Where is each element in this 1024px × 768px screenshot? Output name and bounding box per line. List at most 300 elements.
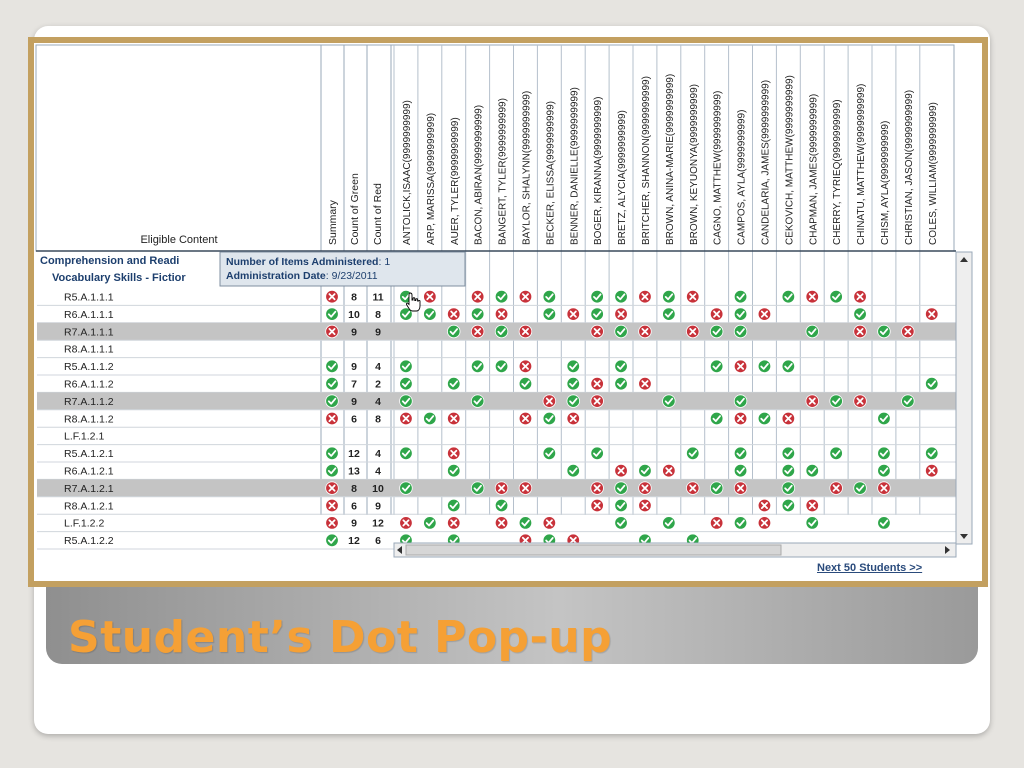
student-result-dot[interactable] — [902, 395, 915, 408]
summary-dot[interactable] — [326, 377, 339, 390]
student-result-dot[interactable] — [782, 447, 795, 460]
summary-dot[interactable] — [326, 325, 339, 338]
student-result-dot[interactable] — [782, 412, 795, 425]
student-result-dot[interactable] — [782, 482, 795, 495]
student-name-header: BAYLOR, SHALYNN(9999999999) — [521, 90, 533, 245]
student-result-dot[interactable] — [567, 464, 580, 477]
student-result-dot[interactable] — [400, 360, 413, 373]
check-icon-bg — [591, 308, 604, 321]
count-green-value: 8 — [351, 482, 357, 495]
check-icon-bg — [447, 377, 460, 390]
count-green-value: 9 — [351, 361, 357, 374]
check-icon-bg — [782, 464, 795, 477]
student-result-dot[interactable] — [925, 464, 938, 477]
student-result-dot[interactable] — [639, 464, 652, 477]
student-result-dot[interactable] — [424, 308, 437, 321]
student-result-dot[interactable] — [591, 499, 604, 512]
count-red-value: 11 — [372, 291, 384, 304]
student-result-dot[interactable] — [639, 499, 652, 512]
student-result-dot[interactable] — [663, 517, 676, 530]
student-result-dot[interactable] — [758, 412, 771, 425]
student-result-dot[interactable] — [400, 517, 413, 530]
student-result-dot[interactable] — [734, 308, 747, 321]
student-result-dot[interactable] — [615, 464, 628, 477]
eligible-content-label: R5.A.1.2.2 — [64, 535, 114, 548]
check-icon-bg — [400, 395, 413, 408]
count-green-value: 7 — [351, 378, 357, 391]
student-result-dot[interactable] — [734, 464, 747, 477]
check-icon-bg — [710, 360, 723, 373]
summary-dot[interactable] — [326, 482, 339, 495]
student-name-header: BROWN, ANINA-MARIE(9999999999) — [664, 73, 676, 245]
check-icon-bg — [902, 395, 915, 408]
count-green-value: 12 — [348, 448, 360, 461]
student-result-dot[interactable] — [543, 517, 556, 530]
check-icon-bg — [326, 395, 339, 408]
vertical-scrollbar[interactable] — [956, 252, 972, 544]
eligible-content-label: R8.A.1.1.2 — [64, 413, 114, 426]
student-result-dot[interactable] — [806, 325, 819, 338]
check-icon-bg — [854, 308, 867, 321]
student-result-dot[interactable] — [424, 412, 437, 425]
student-result-dot[interactable] — [830, 290, 843, 303]
student-result-dot[interactable] — [591, 377, 604, 390]
student-result-dot[interactable] — [495, 308, 508, 321]
student-result-dot[interactable] — [471, 482, 484, 495]
student-result-dot[interactable] — [663, 464, 676, 477]
eligible-content-label: R7.A.1.2.1 — [64, 482, 114, 495]
student-name-header: CHERRY, TYRIEQ(9999999999) — [832, 99, 844, 245]
check-icon-bg — [326, 534, 339, 547]
student-result-dot[interactable] — [878, 447, 891, 460]
student-result-dot[interactable] — [519, 325, 532, 338]
student-result-dot[interactable] — [686, 290, 699, 303]
student-result-dot[interactable] — [854, 290, 867, 303]
student-name-header: CAMPOS, AYLA(9999999999) — [736, 109, 748, 245]
student-result-dot[interactable] — [447, 499, 460, 512]
student-result-dot[interactable] — [447, 308, 460, 321]
student-result-dot[interactable] — [447, 464, 460, 477]
student-result-dot[interactable] — [615, 377, 628, 390]
student-result-dot[interactable] — [782, 360, 795, 373]
student-result-dot[interactable] — [686, 482, 699, 495]
check-icon-bg — [567, 377, 580, 390]
eligible-content-label: R6.A.1.2.1 — [64, 465, 114, 478]
student-result-dot[interactable] — [471, 308, 484, 321]
check-icon-bg — [734, 290, 747, 303]
check-icon-bg — [567, 360, 580, 373]
student-result-dot[interactable] — [543, 290, 556, 303]
check-icon-bg — [734, 464, 747, 477]
count-green-value: 12 — [348, 535, 360, 548]
count-red-value: 4 — [375, 361, 381, 374]
count-green-value: 13 — [348, 465, 360, 478]
student-result-dot[interactable] — [447, 325, 460, 338]
student-result-dot[interactable] — [567, 360, 580, 373]
student-result-dot[interactable] — [734, 447, 747, 460]
student-result-dot[interactable] — [710, 360, 723, 373]
check-icon-bg — [782, 290, 795, 303]
student-result-dot[interactable] — [806, 395, 819, 408]
check-icon-bg — [639, 464, 652, 477]
student-result-dot[interactable] — [902, 325, 915, 338]
check-icon-bg — [663, 517, 676, 530]
summary-dot[interactable] — [326, 464, 339, 477]
student-result-dot[interactable] — [400, 482, 413, 495]
student-name-header: BRITCHER, SHANNON(9999999999) — [640, 76, 652, 245]
eligible-content-label: R7.A.1.1.1 — [64, 326, 114, 339]
check-icon-bg — [830, 395, 843, 408]
student-result-dot[interactable] — [663, 308, 676, 321]
check-icon-bg — [878, 447, 891, 460]
summary-dot[interactable] — [326, 290, 339, 303]
check-icon-bg — [734, 308, 747, 321]
student-name-header: AUER, TYLER(9999999999) — [449, 117, 461, 245]
student-result-dot[interactable] — [639, 377, 652, 390]
check-icon-bg — [400, 377, 413, 390]
group-heading-comprehension: Comprehension and Readi — [40, 255, 180, 267]
check-icon-bg — [591, 447, 604, 460]
count-red-value: 8 — [375, 308, 381, 321]
eligible-content-label: R8.A.1.2.1 — [64, 500, 114, 513]
count-green-value: 6 — [351, 500, 357, 513]
student-result-dot[interactable] — [447, 447, 460, 460]
student-result-dot[interactable] — [710, 325, 723, 338]
count-red-value: 2 — [375, 378, 381, 391]
student-result-dot[interactable] — [854, 482, 867, 495]
check-icon-bg — [830, 290, 843, 303]
student-result-dot[interactable] — [495, 499, 508, 512]
check-icon-bg — [400, 447, 413, 460]
student-result-dot[interactable] — [495, 360, 508, 373]
student-result-dot[interactable] — [734, 412, 747, 425]
student-name-header: CANDELARIA, JAMES(9999999999) — [760, 79, 772, 245]
student-result-dot[interactable] — [471, 325, 484, 338]
student-result-dot[interactable] — [734, 482, 747, 495]
check-icon-bg — [710, 412, 723, 425]
summary-dot[interactable] — [326, 360, 339, 373]
student-result-dot[interactable] — [878, 464, 891, 477]
check-icon-bg — [495, 360, 508, 373]
tooltip-date-line — [226, 270, 378, 282]
student-result-dot[interactable] — [591, 325, 604, 338]
check-icon-bg — [615, 517, 628, 530]
student-result-dot[interactable] — [710, 308, 723, 321]
student-result-dot[interactable] — [543, 412, 556, 425]
student-result-dot[interactable] — [806, 517, 819, 530]
student-result-dot[interactable] — [591, 290, 604, 303]
student-result-dot[interactable] — [806, 499, 819, 512]
check-icon-bg — [400, 360, 413, 373]
check-icon-bg — [543, 412, 556, 425]
student-result-dot[interactable] — [543, 395, 556, 408]
tooltip-items-value: : 1 — [378, 256, 391, 268]
student-result-dot[interactable] — [663, 395, 676, 408]
check-icon-bg — [495, 290, 508, 303]
report-grid — [34, 43, 982, 581]
student-result-dot[interactable] — [615, 360, 628, 373]
tooltip-date-label: Administration Date — [226, 270, 326, 282]
student-result-dot[interactable] — [734, 517, 747, 530]
check-icon-bg — [326, 464, 339, 477]
tooltip-date-value: : 9/23/2011 — [325, 270, 378, 282]
student-result-dot[interactable] — [710, 517, 723, 530]
student-result-dot[interactable] — [639, 325, 652, 338]
student-result-dot[interactable] — [591, 482, 604, 495]
count-red-value: 6 — [375, 535, 381, 548]
student-result-dot[interactable] — [519, 377, 532, 390]
student-name-header: BRETZ, ALYCIA(9999999999) — [617, 110, 629, 245]
student-result-dot[interactable] — [734, 360, 747, 373]
student-result-dot[interactable] — [710, 482, 723, 495]
student-result-dot[interactable] — [615, 482, 628, 495]
check-icon-bg — [615, 290, 628, 303]
count-green-value: 9 — [351, 395, 357, 408]
student-name-header: COLES, WILLIAM(9999999999) — [927, 102, 939, 245]
student-result-dot[interactable] — [710, 412, 723, 425]
count-red-value: 12 — [372, 517, 384, 530]
student-result-dot[interactable] — [519, 517, 532, 530]
check-icon-bg — [471, 360, 484, 373]
student-result-dot[interactable] — [567, 395, 580, 408]
check-icon-bg — [519, 377, 532, 390]
summary-dot[interactable] — [326, 412, 339, 425]
check-icon-bg — [615, 377, 628, 390]
student-result-dot[interactable] — [782, 464, 795, 477]
check-icon-bg — [615, 482, 628, 495]
student-result-dot[interactable] — [854, 325, 867, 338]
student-result-dot[interactable] — [615, 517, 628, 530]
eligible-content-label: R7.A.1.1.2 — [64, 395, 114, 408]
check-icon-bg — [519, 517, 532, 530]
summary-dot[interactable] — [326, 447, 339, 460]
summary-dot[interactable] — [326, 517, 339, 530]
check-icon-bg — [878, 325, 891, 338]
check-icon-bg — [424, 412, 437, 425]
student-result-dot[interactable] — [519, 482, 532, 495]
student-name-header: BROWN, KEYUONYA(9999999999) — [688, 84, 700, 245]
student-result-dot[interactable] — [591, 308, 604, 321]
student-result-dot[interactable] — [567, 412, 580, 425]
check-icon-bg — [424, 308, 437, 321]
count-red-value: 9 — [375, 500, 381, 513]
check-icon-bg — [591, 290, 604, 303]
count-green-value: 6 — [351, 413, 357, 426]
student-name-header: CAGNO, MATTHEW(9999999999) — [712, 90, 724, 245]
student-result-dot[interactable] — [734, 290, 747, 303]
check-icon-bg — [326, 377, 339, 390]
student-result-dot[interactable] — [447, 412, 460, 425]
student-name-header: CHAPMAN, JAMES(9999999999) — [808, 93, 820, 245]
student-result-dot[interactable] — [471, 360, 484, 373]
check-icon-bg — [543, 308, 556, 321]
count-green-value: 9 — [351, 517, 357, 530]
horizontal-scroll-thumb[interactable] — [406, 545, 781, 555]
check-icon-bg — [806, 464, 819, 477]
student-result-dot[interactable] — [519, 412, 532, 425]
student-name-header: ANTOLICK,ISAAC(9999999999) — [401, 100, 413, 245]
student-name-header: CHISM, AYLA(9999999999) — [879, 120, 891, 245]
count-green-value: 8 — [351, 291, 357, 304]
check-icon-bg — [615, 360, 628, 373]
student-name-header: CEKOVICH, MATTHEW(9999999999) — [784, 75, 796, 245]
count-green-header: Count of Green — [349, 173, 361, 245]
count-red-value: 4 — [375, 448, 381, 461]
eligible-content-label: R5.A.1.1.2 — [64, 361, 114, 374]
student-result-dot[interactable] — [615, 290, 628, 303]
check-icon-bg — [663, 308, 676, 321]
student-result-dot[interactable] — [615, 325, 628, 338]
check-icon-bg — [710, 325, 723, 338]
summary-dot[interactable] — [326, 534, 339, 547]
summary-dot[interactable] — [326, 308, 339, 321]
summary-dot[interactable] — [326, 499, 339, 512]
student-result-dot[interactable] — [495, 290, 508, 303]
check-icon-bg — [495, 325, 508, 338]
student-result-dot[interactable] — [854, 395, 867, 408]
student-result-dot[interactable] — [806, 290, 819, 303]
student-result-dot[interactable] — [567, 308, 580, 321]
student-result-dot[interactable] — [878, 412, 891, 425]
student-result-dot[interactable] — [400, 395, 413, 408]
student-result-dot[interactable] — [854, 308, 867, 321]
check-icon-bg — [686, 447, 699, 460]
student-result-dot[interactable] — [878, 325, 891, 338]
student-result-dot[interactable] — [495, 482, 508, 495]
count-red-header: Count of Red — [372, 183, 384, 245]
check-icon-bg — [326, 447, 339, 460]
student-result-dot[interactable] — [830, 447, 843, 460]
student-result-dot[interactable] — [663, 290, 676, 303]
check-icon-bg — [710, 482, 723, 495]
check-icon-bg — [471, 395, 484, 408]
student-name-header: BACON, ABIRAN(9999999999) — [473, 104, 485, 245]
check-icon-bg — [782, 499, 795, 512]
eligible-content-label: L.F.1.2.2 — [64, 517, 105, 530]
student-result-dot[interactable] — [639, 290, 652, 303]
student-result-dot[interactable] — [830, 395, 843, 408]
student-result-dot[interactable] — [686, 325, 699, 338]
student-result-dot[interactable] — [878, 482, 891, 495]
student-result-dot[interactable] — [400, 377, 413, 390]
student-result-dot[interactable] — [591, 395, 604, 408]
tooltip-items-label: Number of Items Administered — [226, 256, 379, 268]
student-result-dot[interactable] — [758, 499, 771, 512]
next-students-link[interactable]: Next 50 Students >> — [817, 562, 923, 574]
student-result-dot[interactable] — [830, 482, 843, 495]
check-icon-bg — [326, 360, 339, 373]
check-icon-bg — [400, 482, 413, 495]
count-red-value: 4 — [375, 395, 381, 408]
student-result-dot[interactable] — [782, 290, 795, 303]
student-result-dot[interactable] — [615, 308, 628, 321]
student-result-dot[interactable] — [686, 447, 699, 460]
check-icon-bg — [447, 464, 460, 477]
check-icon-bg — [734, 517, 747, 530]
check-icon-bg — [447, 499, 460, 512]
check-icon-bg — [543, 447, 556, 460]
student-name-header: BANGERT, TYLER(9999999999) — [497, 98, 509, 245]
student-result-dot[interactable] — [400, 447, 413, 460]
check-icon-bg — [543, 290, 556, 303]
summary-dot[interactable] — [326, 395, 339, 408]
student-result-dot[interactable] — [519, 360, 532, 373]
student-result-dot[interactable] — [782, 499, 795, 512]
student-result-dot[interactable] — [543, 447, 556, 460]
student-result-dot[interactable] — [925, 308, 938, 321]
student-result-dot[interactable] — [758, 308, 771, 321]
student-result-dot[interactable] — [447, 517, 460, 530]
student-result-dot[interactable] — [591, 447, 604, 460]
check-icon-bg — [758, 412, 771, 425]
student-result-dot[interactable] — [424, 517, 437, 530]
slide-title: Student’s Dot Pop-up — [68, 612, 613, 663]
student-result-dot[interactable] — [758, 360, 771, 373]
student-result-dot[interactable] — [734, 325, 747, 338]
check-icon-bg — [878, 412, 891, 425]
check-icon-bg — [326, 308, 339, 321]
student-dot-tooltip — [220, 252, 465, 286]
student-result-dot[interactable] — [806, 464, 819, 477]
student-result-dot[interactable] — [615, 499, 628, 512]
check-icon-bg — [806, 517, 819, 530]
eligible-content-label: R5.A.1.2.1 — [64, 448, 114, 461]
count-red-value: 8 — [375, 413, 381, 426]
check-icon-bg — [495, 499, 508, 512]
check-icon-bg — [447, 325, 460, 338]
check-icon-bg — [615, 325, 628, 338]
check-icon-bg — [878, 517, 891, 530]
check-icon-bg — [471, 482, 484, 495]
check-icon-bg — [567, 395, 580, 408]
check-icon-bg — [734, 447, 747, 460]
check-icon-bg — [471, 308, 484, 321]
student-result-dot[interactable] — [495, 325, 508, 338]
check-icon-bg — [782, 447, 795, 460]
check-icon-bg — [663, 290, 676, 303]
student-result-dot[interactable] — [543, 308, 556, 321]
student-result-dot[interactable] — [424, 290, 437, 303]
check-icon-bg — [734, 395, 747, 408]
check-icon-bg — [663, 395, 676, 408]
student-result-dot[interactable] — [567, 377, 580, 390]
student-result-dot[interactable] — [471, 290, 484, 303]
eligible-content-label: R5.A.1.1.1 — [64, 291, 114, 304]
check-icon-bg — [734, 325, 747, 338]
summary-header: Summary — [327, 200, 339, 245]
student-result-dot[interactable] — [758, 517, 771, 530]
student-result-dot[interactable] — [519, 290, 532, 303]
check-icon-bg — [782, 360, 795, 373]
check-icon-bg — [424, 517, 437, 530]
student-result-dot[interactable] — [878, 517, 891, 530]
student-result-dot[interactable] — [400, 412, 413, 425]
student-result-dot[interactable] — [734, 395, 747, 408]
student-name-header: CHRISTIAN, JASON(9999999999) — [903, 89, 915, 245]
student-name-header: BOGER, KIRANNA(9999999999) — [593, 96, 605, 245]
student-result-dot[interactable] — [639, 482, 652, 495]
student-result-dot[interactable] — [495, 517, 508, 530]
student-result-dot[interactable] — [925, 377, 938, 390]
student-result-dot[interactable] — [447, 377, 460, 390]
check-icon-bg — [567, 464, 580, 477]
tooltip-items-line — [226, 256, 390, 268]
check-icon-bg — [615, 499, 628, 512]
student-result-dot[interactable] — [471, 395, 484, 408]
count-red-value: 9 — [375, 326, 381, 339]
check-icon-bg — [806, 325, 819, 338]
student-result-dot[interactable] — [925, 447, 938, 460]
